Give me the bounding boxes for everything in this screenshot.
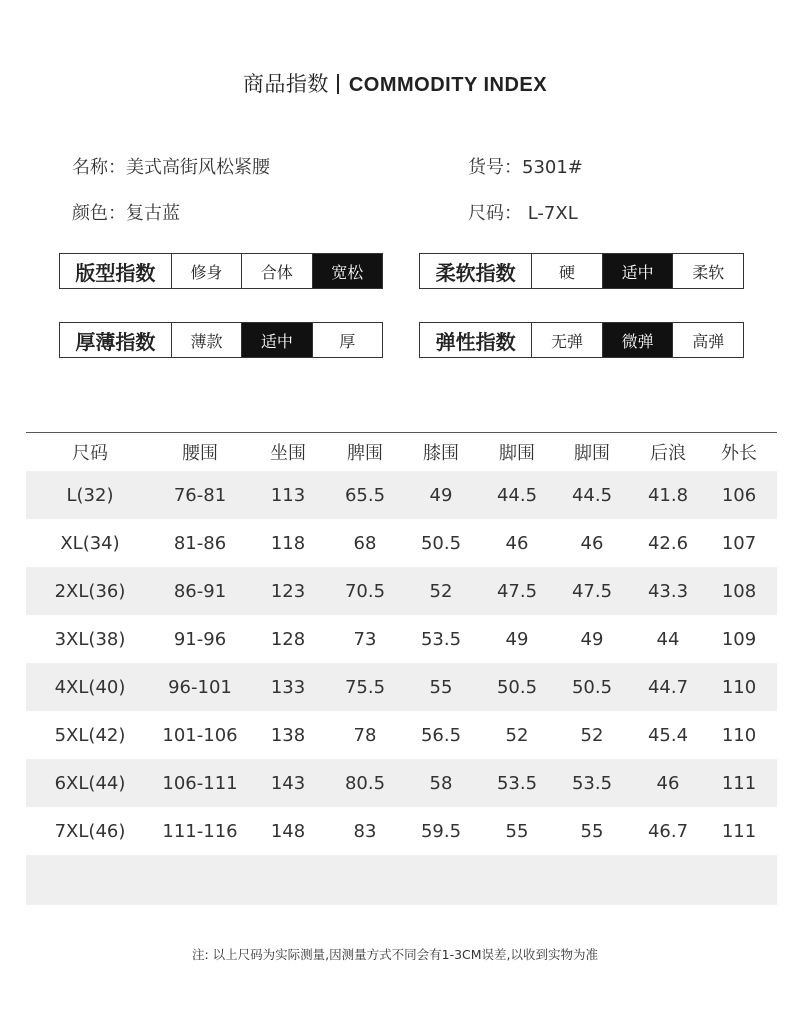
table-row: [26, 807, 777, 855]
softness-option: 硬: [532, 254, 603, 288]
table-cell: 138: [270, 724, 306, 746]
table-cell: 44.7: [647, 676, 689, 698]
table-cell: 111: [721, 772, 757, 794]
table-row: [26, 615, 777, 663]
table-cell: L(32): [66, 484, 114, 506]
header-cell: 尺码: [72, 443, 108, 464]
table-cell: 53.5: [420, 628, 462, 650]
table-cell: 46: [580, 532, 604, 554]
elasticity-index: [419, 322, 744, 358]
table-cell: 111-116: [162, 820, 238, 842]
table-cell: 52: [429, 580, 453, 602]
header-cell: 膝围: [423, 443, 459, 464]
table-row: [26, 711, 777, 759]
table-cell: 49: [580, 628, 604, 650]
table-cell: 47.5: [496, 580, 538, 602]
thickness-option: 薄款: [172, 323, 242, 357]
table-cell: 6XL(44): [54, 772, 126, 794]
table-cell: XL(34): [60, 532, 120, 554]
table-cell: 76-81: [173, 484, 227, 506]
fit-index: [59, 253, 383, 289]
measurement-note: 注: 以上尺码为实际测量,因测量方式不同会有1-3CM误差,以收到实物为准: [191, 947, 599, 962]
table-cell: 49: [505, 628, 529, 650]
thickness-index-title: 厚薄指数: [60, 323, 172, 357]
table-cell: 81-86: [173, 532, 227, 554]
table-cell: 123: [270, 580, 306, 602]
table-row: [26, 663, 777, 711]
title-cn: 商品指数: [242, 72, 329, 96]
thickness-index: [59, 322, 383, 358]
header-cell: 外长: [721, 443, 757, 464]
table-cell: 7XL(46): [54, 820, 126, 842]
softness-index: [419, 253, 744, 289]
table-cell: 110: [721, 676, 757, 698]
table-row: [26, 471, 777, 519]
fit-option: 修身: [172, 254, 242, 288]
elasticity-option: 高弹: [692, 331, 725, 351]
table-cell: 4XL(40): [54, 676, 126, 698]
softness-index-title: 柔软指数: [420, 254, 532, 288]
header-cell: 坐围: [270, 443, 306, 464]
table-row: [26, 759, 777, 807]
elasticity-option: 微弹: [603, 323, 674, 357]
table-cell: 44: [656, 628, 680, 650]
table-cell: 86-91: [173, 580, 227, 602]
table-cell: 106-111: [162, 772, 238, 794]
table-cell: 65.5: [344, 484, 386, 506]
table-cell: 55: [580, 820, 604, 842]
table-cell: 59.5: [420, 820, 462, 842]
table-cell: 47.5: [571, 580, 613, 602]
title-divider: [337, 74, 339, 94]
table-cell: 75.5: [344, 676, 386, 698]
table-cell: 108: [721, 580, 757, 602]
softness-option: 适中: [603, 254, 674, 288]
table-row: [26, 519, 777, 567]
fit-option: 宽松: [313, 254, 382, 288]
table-cell: 110: [721, 724, 757, 746]
product-name: 名称：美式高街风松紧腰: [72, 157, 270, 178]
table-row-empty: [26, 855, 777, 905]
header-cell: 脚围: [574, 443, 610, 464]
table-cell: 109: [721, 628, 757, 650]
title-en: COMMODITY INDEX: [348, 74, 548, 96]
thickness-option: 适中: [242, 323, 312, 357]
product-color: 颜色：复古蓝: [72, 203, 180, 224]
table-cell: 42.6: [647, 532, 689, 554]
softness-option: 柔软: [692, 262, 725, 282]
table-cell: 50.5: [496, 676, 538, 698]
header-cell: 脾围: [347, 443, 383, 464]
table-cell: 58: [429, 772, 453, 794]
table-cell: 50.5: [571, 676, 613, 698]
table-cell: 80.5: [344, 772, 386, 794]
table-row: [26, 567, 777, 615]
table-cell: 44.5: [571, 484, 613, 506]
table-cell: 133: [270, 676, 306, 698]
table-cell: 49: [429, 484, 453, 506]
table-cell: 55: [505, 820, 529, 842]
table-cell: 143: [270, 772, 306, 794]
product-size-range: 尺码： L-7XL: [468, 203, 578, 224]
table-cell: 44.5: [496, 484, 538, 506]
table-cell: 78: [353, 724, 377, 746]
size-table: [26, 432, 777, 905]
table-cell: 148: [270, 820, 306, 842]
table-cell: 55: [429, 676, 453, 698]
header-cell: 后浪: [650, 443, 686, 464]
table-cell: 41.8: [647, 484, 689, 506]
table-cell: 101-106: [162, 724, 238, 746]
elasticity-option: 无弹: [532, 323, 603, 357]
table-cell: 3XL(38): [54, 628, 126, 650]
header-cell: 脚围: [499, 443, 535, 464]
table-cell: 83: [353, 820, 377, 842]
product-sku: 货号：5301#: [468, 157, 583, 178]
fit-option: 合体: [242, 254, 312, 288]
table-header: [26, 432, 777, 471]
table-cell: 70.5: [344, 580, 386, 602]
table-cell: 5XL(42): [54, 724, 126, 746]
table-cell: 2XL(36): [54, 580, 126, 602]
table-cell: 118: [270, 532, 306, 554]
table-cell: 128: [270, 628, 306, 650]
table-cell: 43.3: [647, 580, 689, 602]
table-cell: 53.5: [496, 772, 538, 794]
table-cell: 50.5: [420, 532, 462, 554]
table-cell: 45.4: [647, 724, 689, 746]
table-cell: 46.7: [647, 820, 689, 842]
table-cell: 68: [353, 532, 377, 554]
fit-index-title: 版型指数: [60, 254, 172, 288]
table-cell: 46: [505, 532, 529, 554]
table-cell: 96-101: [168, 676, 232, 698]
thickness-option: 厚: [339, 331, 356, 351]
table-cell: 113: [270, 484, 306, 506]
page-title: [0, 68, 790, 98]
table-cell: 56.5: [420, 724, 462, 746]
table-cell: 52: [505, 724, 529, 746]
table-cell: 53.5: [571, 772, 613, 794]
table-cell: 52: [580, 724, 604, 746]
table-body: [26, 471, 777, 905]
table-cell: 73: [353, 628, 377, 650]
header-cell: 腰围: [182, 443, 218, 464]
table-cell: 91-96: [173, 628, 227, 650]
table-cell: 106: [721, 484, 757, 506]
table-cell: 107: [721, 532, 757, 554]
table-cell: 46: [656, 772, 680, 794]
table-cell: 111: [721, 820, 757, 842]
elasticity-index-title: 弹性指数: [420, 323, 532, 357]
